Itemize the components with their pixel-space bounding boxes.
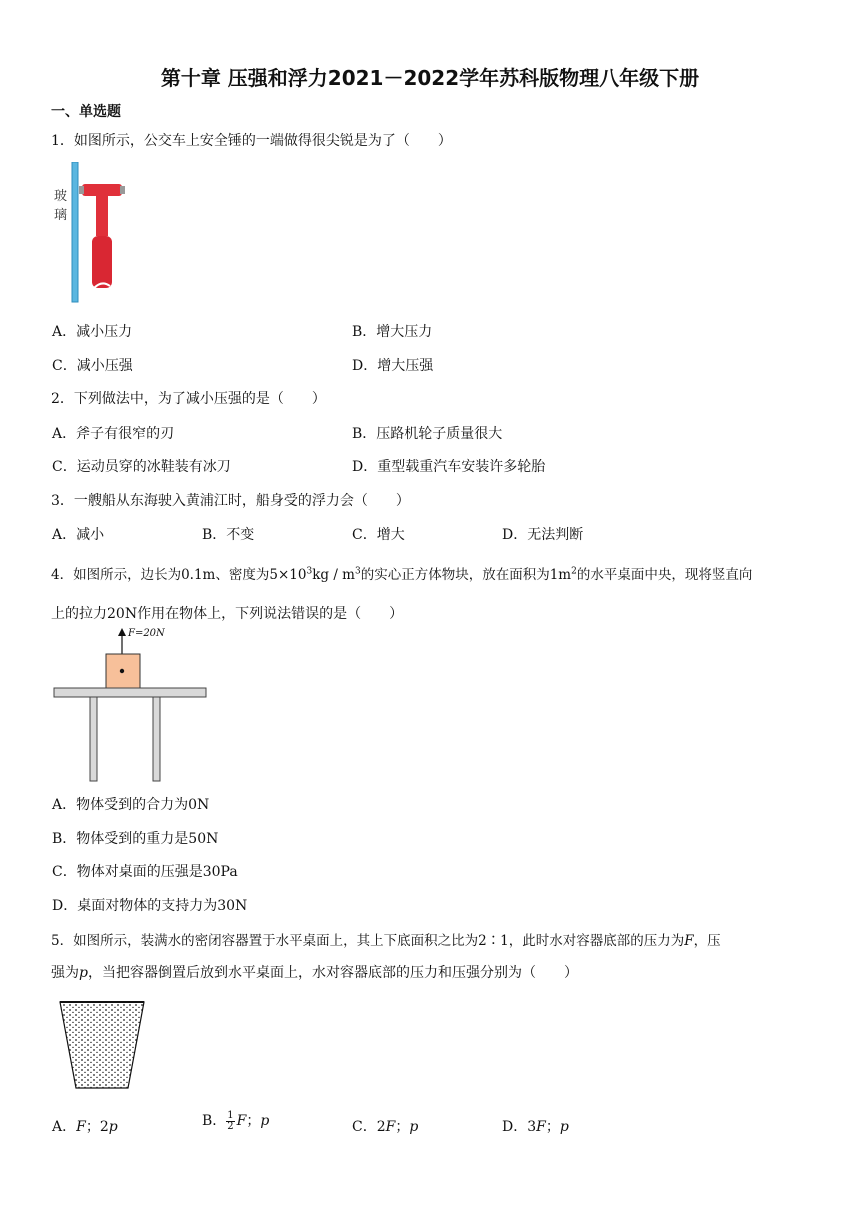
trapezoid-container [60, 1002, 144, 1088]
q5-option-b-sep: ； [246, 1113, 261, 1129]
q5-var-p: p [79, 965, 88, 981]
q4-option-b: B．物体受到的重力是50N [52, 831, 219, 847]
q5-option-d [502, 1116, 569, 1136]
question-4-stem-line-2: 上的拉力20N作用在物体上，下列说法错误的是（ ） [51, 606, 404, 622]
hammer-neck [96, 196, 108, 236]
question-5-stem-line-1 [51, 929, 721, 949]
q5-option-b-fraction [226, 1111, 234, 1132]
q5-option-b-pressure: p [260, 1113, 270, 1129]
q5-stem-line-2-b: ，当把容器倒置后放到水平桌面上，水对容器底部的压力和压强分别为（ ） [87, 965, 578, 981]
water-container-figure [56, 998, 148, 1094]
q4-density-unit: kg / m [312, 567, 355, 583]
question-3-stem: 3．一艘船从东海驶入黄浦江时，船身受的浮力会（ ） [51, 493, 410, 509]
q5-stem-line-1-b: ，压 [693, 933, 721, 949]
q1-option-b: B．增大压力 [352, 324, 433, 340]
q5-var-f: F [684, 933, 694, 949]
q5-option-a-pressure: p [108, 1119, 118, 1135]
q2-option-b: B．压路机轮子质量很大 [352, 426, 503, 442]
q4-stem-part-1: 4．如图所示，边长为0.1m、密度为 [51, 567, 270, 583]
q5-option-a-coef: 2 [99, 1119, 109, 1135]
question-2-stem: 2．下列做法中，为了减小压强的是（ ） [51, 391, 326, 407]
q4-stem-part-2: 的实心正方体物块，放在面积为 [360, 567, 550, 583]
q5-option-d-pressure: p [559, 1119, 569, 1135]
q5-option-b-label: B． [202, 1113, 227, 1129]
q3-option-c: C．增大 [352, 527, 405, 543]
question-5-stem-line-2 [51, 962, 578, 982]
q3-option-a: A．减小 [52, 527, 105, 543]
force-label: F=20N [128, 628, 165, 639]
q5-option-a-sep: ； [85, 1119, 100, 1135]
fraction-denominator: 2 [227, 1120, 234, 1132]
q4-area-value: 1m [549, 567, 572, 583]
q5-option-a-force: F [76, 1119, 86, 1135]
glass-label-char-1: 玻 [54, 189, 68, 204]
q1-option-c: C．减小压强 [52, 358, 133, 374]
q1-option-a: A．减小压力 [52, 324, 133, 340]
q4-option-a: A．物体受到的合力为0N [52, 797, 210, 813]
q5-option-c-coef: 2 [376, 1119, 386, 1135]
q5-option-c-label: C． [352, 1119, 377, 1135]
page-title: 第十章 压强和浮力2021－2022学年苏科版物理八年级下册 [160, 66, 700, 90]
q3-option-d: D．无法判断 [502, 527, 584, 543]
q5-stem-line-2-a: 强为 [51, 965, 79, 981]
q5-option-c-force: F [385, 1119, 396, 1135]
q5-option-d-force: F [536, 1119, 546, 1135]
q4-option-c: C．物体对桌面的压强是30Pa [52, 864, 238, 880]
q2-option-c: C．运动员穿的冰鞋装有冰刀 [52, 459, 231, 475]
table-leg-left [90, 697, 97, 781]
q4-stem-part-3: 的水平桌面中央，现将竖直向 [576, 567, 753, 583]
table-top [54, 688, 206, 697]
q4-area-exponent: 2 [571, 566, 577, 577]
cube-center-dot [120, 669, 124, 673]
hammer-handle [92, 236, 112, 288]
section-heading: 一、单选题 [51, 104, 121, 120]
hammer-head [82, 184, 122, 196]
q1-option-d: D．增大压强 [352, 358, 434, 374]
q5-option-c [352, 1116, 418, 1136]
q3-option-b: B．不变 [202, 527, 255, 543]
q5-option-d-label: D． [502, 1119, 528, 1135]
glass-label-char-2: 璃 [54, 208, 68, 223]
hammer-tip-right [120, 186, 125, 194]
hammer-tip-left [79, 186, 84, 194]
cube-on-table-figure [52, 626, 210, 786]
q5-option-a [52, 1116, 118, 1136]
q5-option-d-coef: 3 [527, 1119, 537, 1135]
q4-option-d: D．桌面对物体的支持力为30N [52, 898, 248, 914]
safety-hammer-figure [52, 162, 132, 304]
q4-density-unit-exponent: 3 [354, 566, 361, 577]
fraction-numerator: 1 [227, 1109, 234, 1121]
q5-option-c-sep: ； [395, 1119, 410, 1135]
q5-option-d-sep: ； [545, 1119, 560, 1135]
question-4-stem-line-1 [51, 563, 752, 583]
force-arrow-head [118, 628, 126, 636]
q5-option-a-label: A． [52, 1119, 77, 1135]
q4-density-value: 5×10 [269, 567, 307, 583]
q2-option-d: D．重型载重汽车安装许多轮胎 [352, 459, 546, 475]
q4-density-exponent: 3 [306, 566, 313, 577]
q5-option-c-pressure: p [409, 1119, 419, 1135]
glass-pane [72, 162, 78, 302]
question-1-stem: 1．如图所示，公交车上安全锤的一端做得很尖锐是为了（ ） [51, 133, 452, 149]
table-leg-right [153, 697, 160, 781]
q5-option-b-force: F [236, 1113, 247, 1129]
q2-option-a: A．斧子有很窄的刃 [52, 426, 175, 442]
q5-stem-line-1-a: 5．如图所示，装满水的密闭容器置于水平桌面上，其上下底面积之比为2∶1，此时水对容器底部的压力为 [51, 933, 685, 949]
q5-option-b [202, 1110, 269, 1132]
